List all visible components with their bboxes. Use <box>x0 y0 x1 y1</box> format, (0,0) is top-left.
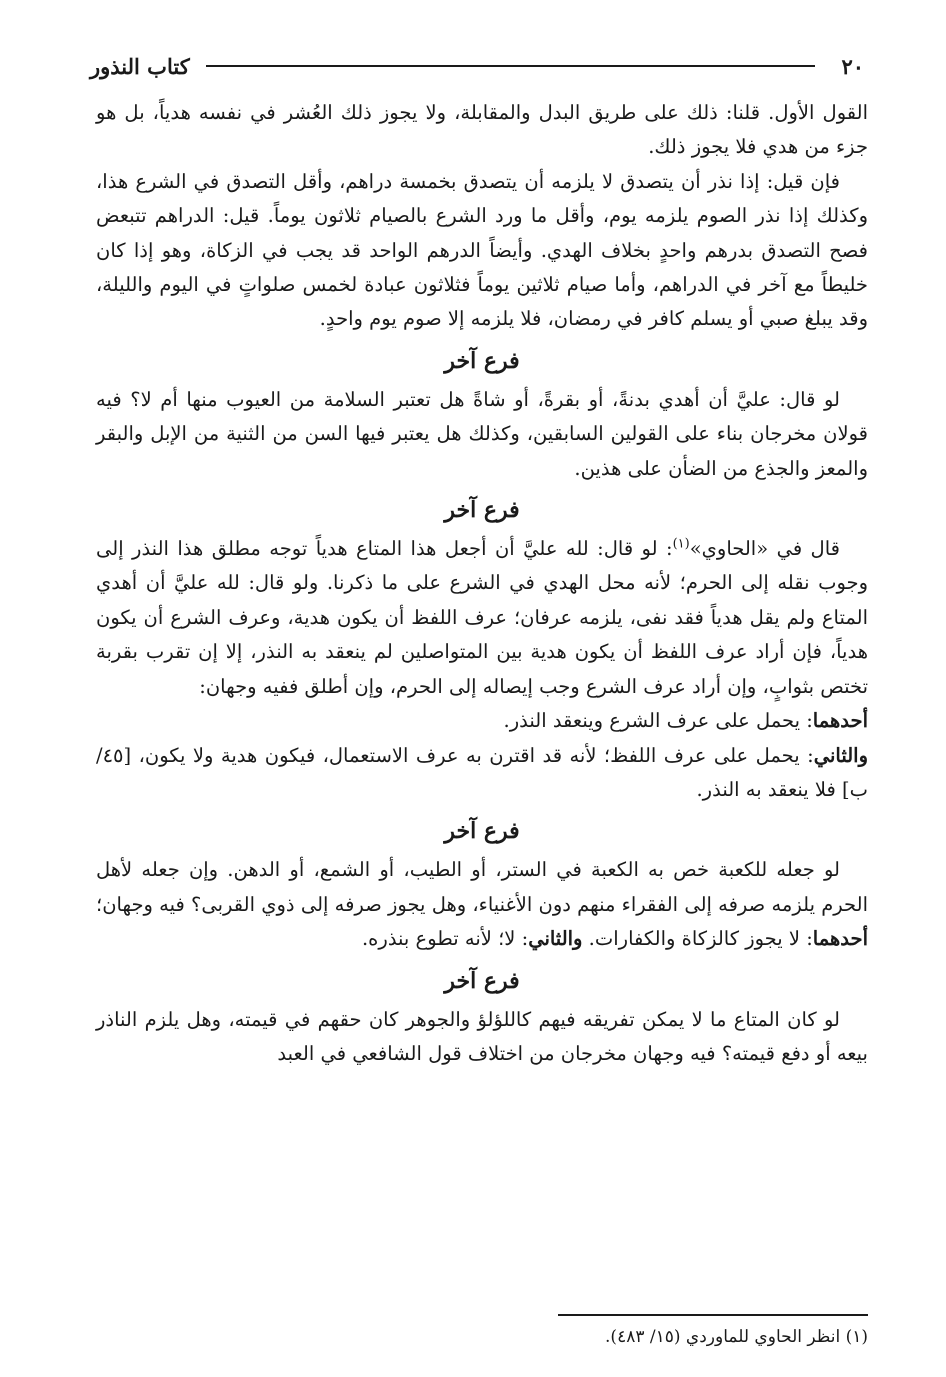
page-body <box>96 96 868 1071</box>
paragraph <box>96 704 868 738</box>
paragraph: القول الأول. قلنا: ذلك على طريق البدل والمقابلة، ولا يجوز ذلك العُشر في نفسه هدياً، بل هو جزء من هدي فلا يجوز ذلك. <box>96 101 868 159</box>
footnote-rule <box>558 1314 868 1316</box>
book-title: كتاب النذور <box>90 53 190 79</box>
paragraph-text: : يحمل على عرف اللفظ؛ لأنه قد اقترن به عرف الاستعمال، فيكون هدية ولا يكون، [٤٥/ب] فلا ينعقد به النذر. <box>96 743 868 801</box>
paragraph-text: قال في «الحاوي» <box>689 537 840 561</box>
page-number: ٢٠ <box>841 53 864 79</box>
term-label: والثاني <box>528 927 583 951</box>
header-rule <box>206 65 816 67</box>
paragraph <box>96 739 868 808</box>
paragraph <box>96 532 868 704</box>
paragraph-text: : لا يجوز كالزكاة والكفارات. <box>582 927 813 951</box>
paragraph-text: : لا؛ لأنه تطوع بنذره. <box>361 927 529 951</box>
paragraph-text: : يحمل على عرف الشرع وينعقد النذر. <box>503 709 813 733</box>
term-label: أحدهما <box>812 709 868 733</box>
paragraph-text: : لو قال: لله عليَّ أن أجعل هذا المتاع هدياً توجه مطلق هذا النذر إلى وجوب نقله إلى الحرم؛ لأنه محل الهدي في الشرع على ما ذكرنا. ولو قال: لله عليَّ أن أهدي المتاع ولم يقل هدياً فقد نفى، يلزمه عرفان؛ عرف اللفظ أن يكون هدية، وعرف الشرع أن يكون هدياً، فإن أراد عرف اللفظ أن يكون هدية بين المتواصلين لم ينعقد به النذر، إلا إن تقرب بقربة تختص بثوابٍ، وإن أراد عرف الشرع وجب إيصاله إلى الحرم، وإن أطلق ففيه وجهان: <box>96 537 868 698</box>
paragraph-text: لو جعله للكعبة خص به الكعبة في الستر، أو الطيب، أو الشمع، أو الدهن. وإن جعله لأهل الحرم يلزمه صرفه إلى الفقراء منهم دون الأغنياء، وهل يجوز صرفه إلى ذوي القربى؟ فيه وجهان؛ <box>96 858 868 916</box>
section-heading: فرع آخر <box>444 818 520 845</box>
section-heading: فرع آخر <box>444 347 520 374</box>
footnote-reference[interactable]: (١) <box>672 536 690 552</box>
term-label: والثاني <box>813 743 868 767</box>
footnote: (١) انظر الحاوي للماوردي (١٥/ ٤٨٣). <box>605 1327 868 1347</box>
running-header <box>90 50 864 82</box>
section-heading: فرع آخر <box>444 497 520 524</box>
paragraph: لو كان المتاع ما لا يمكن تفريقه فيهم كاللؤلؤ والجوهر كان حقهم في قيمته، وهل يلزم الناذر بيعه أو دفع قيمته؟ فيه وجهان مخرجان من اختلاف قول الشافعي في العبد <box>96 1007 868 1065</box>
paragraph: لو قال: عليَّ أن أهدي بدنةً، أو بقرةً، أو شاةً هل تعتبر السلامة من العيوب منها أم لا؟ فيه قولان مخرجان بناء على القولين السابقين، وكذلك هل يعتبر فيها السن من الثنية من الإبل والبقر والمعز والجذع من الضأن على هذين. <box>96 387 868 480</box>
term-label: أحدهما <box>812 927 868 951</box>
paragraph: فإن قيل: إذا نذر أن يتصدق لا يلزمه أن يتصدق بخمسة دراهم، وأقل التصدق في الشرع هذا، وكذلك إذا نذر الصوم يلزمه يوم، وأقل ما ورد الشرع بالصيام ثلاثون يوماً. قيل: الدراهم تتبعض فصح التصدق بدرهم واحدٍ بخلاف الهدي. وأيضاً الدرهم الواحد قد يجب في الزكاة، وهو إذا كان خليطاً مع آخر في الدراهم، وأما صيام ثلاثين يوماً فثلاثون عبادة لخمس صلواتٍ في اليوم والليلة، وقد يبلغ صبي أو يسلم كافر في رمضان، فلا يلزمه إلا صوم يوم واحدٍ. <box>96 169 868 331</box>
paragraph <box>96 853 868 956</box>
section-heading: فرع آخر <box>444 967 520 994</box>
